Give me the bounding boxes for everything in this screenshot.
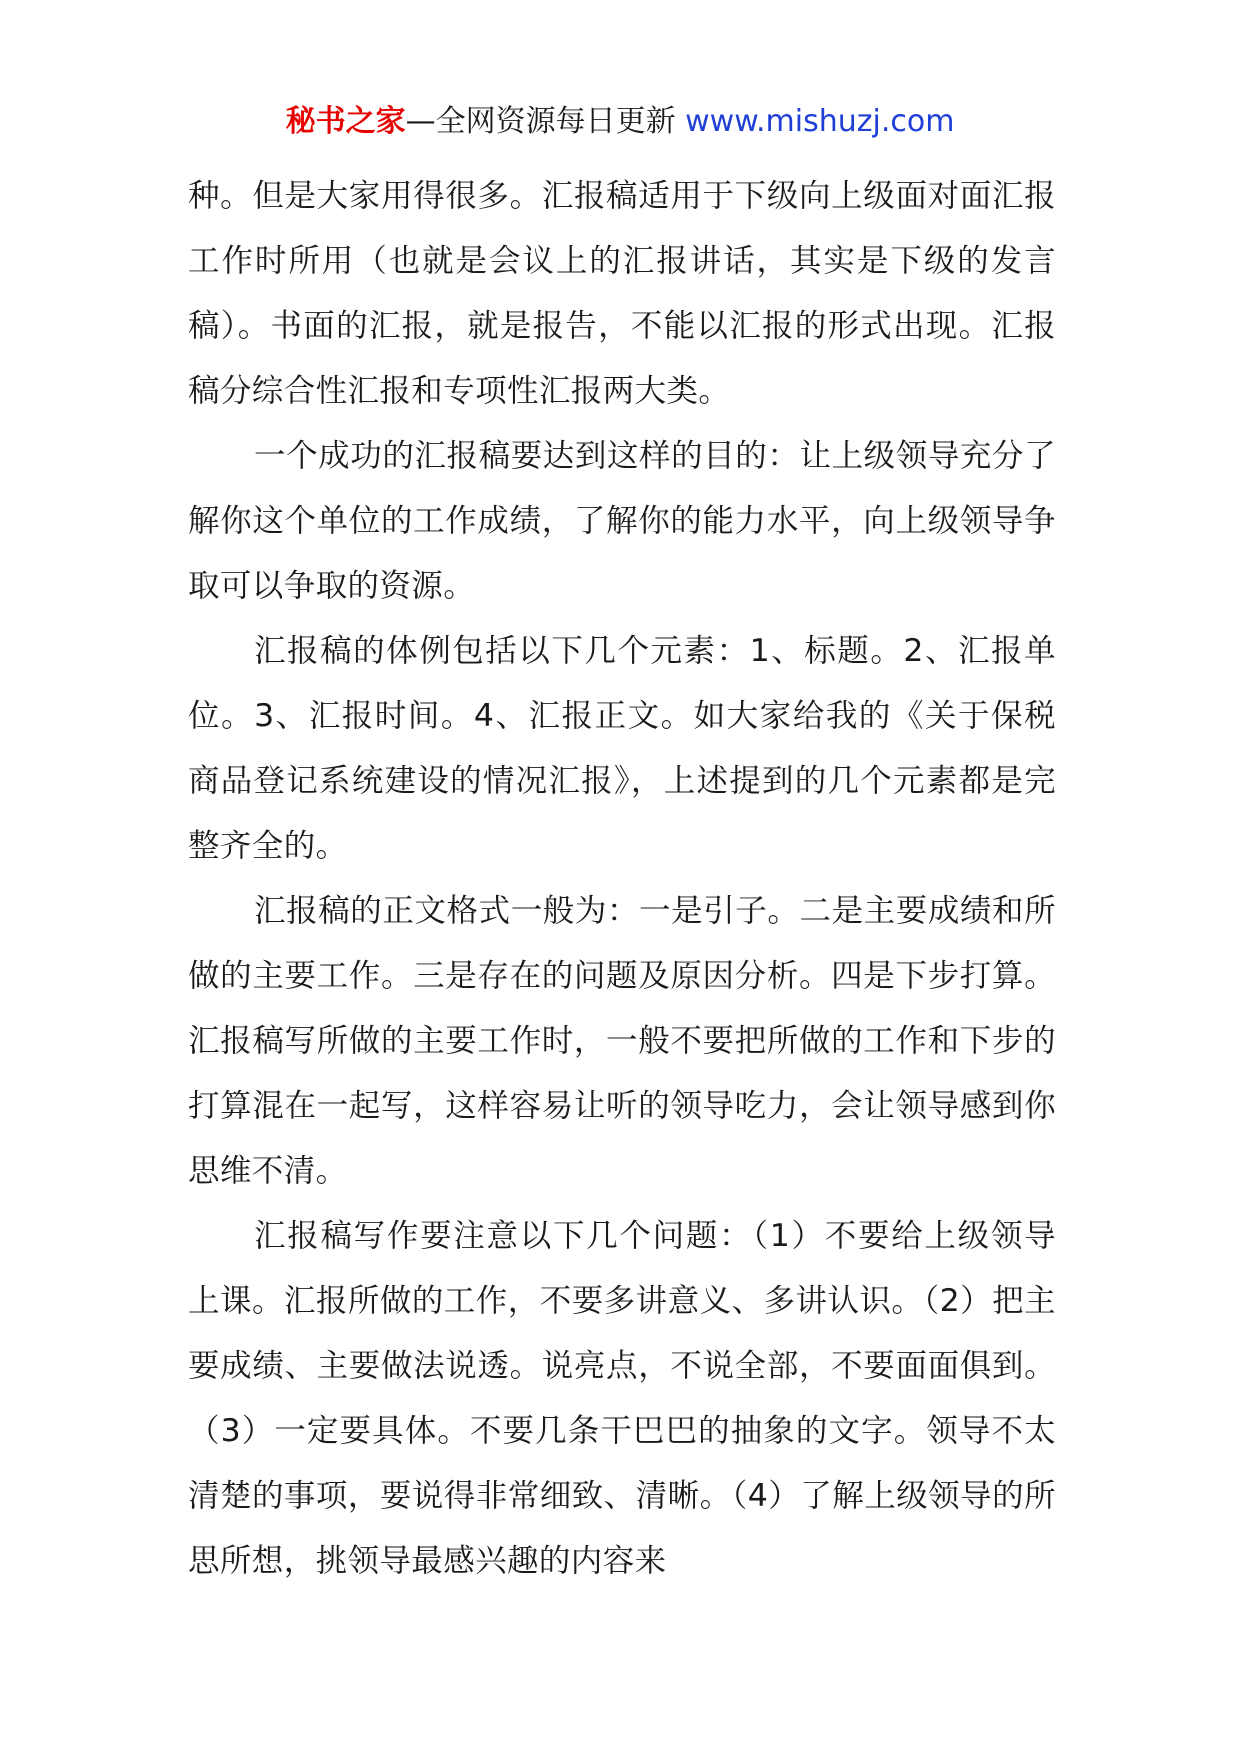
paragraph-notes: 汇报稿写作要注意以下几个问题：（1）不要给上级领导上课。汇报所做的工作，不要多讲意义、多讲认识。（2）把主要成绩、主要做法说透。说亮点，不说全部，不要面面俱到。（3）一定要具体。不要几条干巴巴的抽象的文字。领导不太清楚的事项，要说得非常细致、清晰。（4）了解上级领导的所思所想，挑领导最感兴趣的内容来	[188, 1218, 1056, 1579]
header-url-link[interactable]: www.mishuzj.com	[685, 104, 955, 139]
paragraph-format: 汇报稿的正文格式一般为：一是引子。二是主要成绩和所做的主要工作。三是存在的问题及原因分析。四是下步打算。汇报稿写所做的主要工作时，一般不要把所做的工作和下步的打算混在一起写，这样容易让听的领导吃力，会让领导感到你思维不清。	[188, 893, 1056, 1189]
page-header	[0, 100, 1240, 144]
paragraph-continuation: 种。但是大家用得很多。汇报稿适用于下级向上级面对面汇报工作时所用（也就是会议上的汇报讲话，其实是下级的发言稿）。书面的汇报，就是报告，不能以汇报的形式出现。汇报稿分综合性汇报和专项性汇报两大类。	[188, 178, 1056, 409]
paragraph-elements: 汇报稿的体例包括以下几个元素：1、标题。2、汇报单位。3、汇报时间。4、汇报正文。如大家给我的《关于保税商品登记系统建设的情况汇报》，上述提到的几个元素都是完整齐全的。	[188, 633, 1056, 864]
document-body	[188, 164, 1056, 1594]
header-brand: 秘书之家	[285, 104, 406, 139]
paragraph-purpose: 一个成功的汇报稿要达到这样的目的：让上级领导充分了解你这个单位的工作成绩，了解你的能力水平，向上级领导争取可以争取的资源。	[188, 438, 1056, 604]
header-slogan: —全网资源每日更新	[405, 104, 676, 139]
